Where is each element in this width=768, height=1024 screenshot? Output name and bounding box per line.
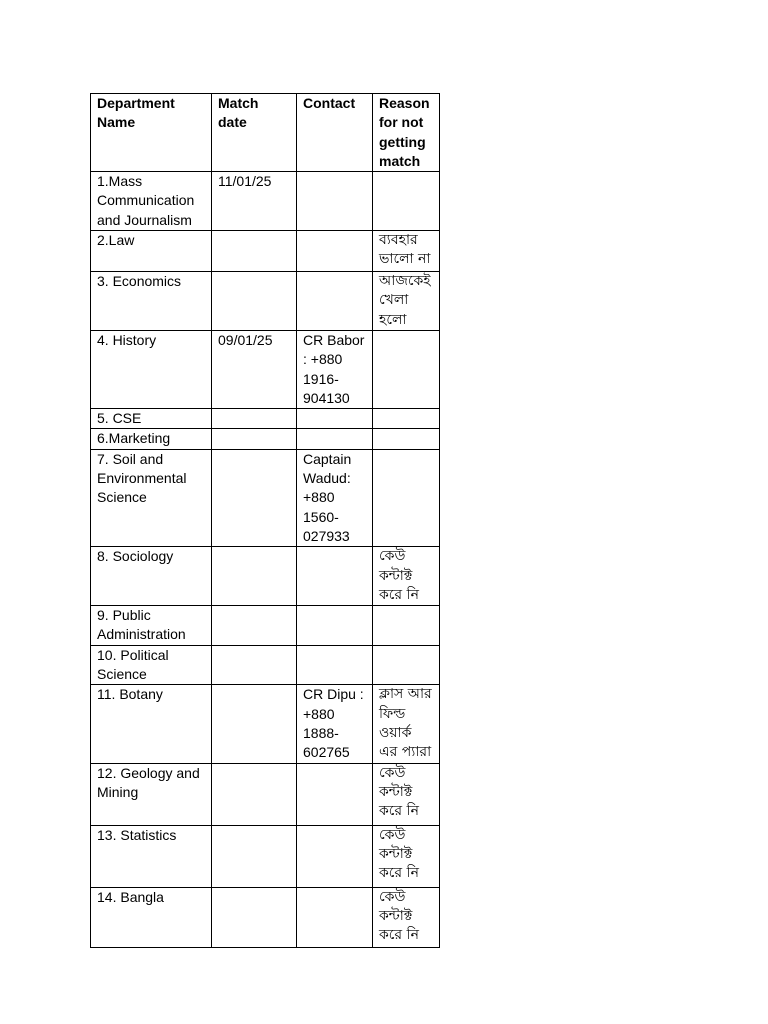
contact-cell	[297, 887, 373, 947]
reason-cell: কেউ কন্টাক্ট করে নি	[373, 887, 440, 947]
reason-cell: কেউ কন্টাক্ট করে নি	[373, 547, 440, 606]
contact-cell	[297, 645, 373, 685]
match-date-cell	[212, 825, 297, 887]
match-date-cell	[212, 231, 297, 272]
table-row	[91, 825, 440, 887]
match-date-cell	[212, 763, 297, 825]
table-row	[91, 606, 440, 646]
table-row	[91, 409, 440, 429]
contact-cell	[297, 172, 373, 231]
table-row	[91, 429, 440, 449]
department-cell: 2.Law	[91, 231, 212, 272]
reason-cell	[373, 330, 440, 408]
header-reason: Reason for not getting match	[373, 94, 440, 172]
reason-cell	[373, 645, 440, 685]
department-cell: 6.Marketing	[91, 429, 212, 449]
contact-cell: CR Babor : +880 1916-904130	[297, 330, 373, 408]
header-contact: Contact	[297, 94, 373, 172]
contact-cell	[297, 547, 373, 606]
match-date-cell: 09/01/25	[212, 330, 297, 408]
header-department-name: Department Name	[91, 94, 212, 172]
department-match-table	[90, 93, 440, 948]
contact-cell	[297, 429, 373, 449]
match-date-cell	[212, 272, 297, 331]
match-date-cell: 11/01/25	[212, 172, 297, 231]
contact-cell	[297, 763, 373, 825]
reason-cell: আজকেই খেলা হলো	[373, 272, 440, 331]
reason-cell: ক্লাস আর ফিল্ড ওয়ার্ক এর প্যারা	[373, 685, 440, 763]
reason-cell	[373, 172, 440, 231]
contact-cell: CR Dipu : +880 1888-602765	[297, 685, 373, 763]
contact-cell	[297, 409, 373, 429]
match-date-cell	[212, 409, 297, 429]
reason-cell: কেউ কন্টাক্ট করে নি	[373, 763, 440, 825]
department-cell: 14. Bangla	[91, 887, 212, 947]
department-cell: 10. Political Science	[91, 645, 212, 685]
match-date-cell	[212, 887, 297, 947]
contact-cell	[297, 606, 373, 646]
header-match-date: Match date	[212, 94, 297, 172]
match-date-cell	[212, 685, 297, 763]
table-row	[91, 272, 440, 331]
department-cell: 8. Sociology	[91, 547, 212, 606]
reason-cell	[373, 409, 440, 429]
table-row	[91, 887, 440, 947]
department-cell: 13. Statistics	[91, 825, 212, 887]
reason-cell: কেউ কন্টাক্ট করে নি	[373, 825, 440, 887]
department-cell: 9. Public Administration	[91, 606, 212, 646]
contact-cell	[297, 272, 373, 331]
reason-cell	[373, 449, 440, 546]
match-date-cell	[212, 547, 297, 606]
department-cell: 3. Economics	[91, 272, 212, 331]
table-row	[91, 685, 440, 763]
table-row	[91, 172, 440, 231]
reason-cell	[373, 606, 440, 646]
table-row	[91, 645, 440, 685]
table-row	[91, 330, 440, 408]
department-cell: 5. CSE	[91, 409, 212, 429]
match-date-cell	[212, 606, 297, 646]
department-cell: 11. Botany	[91, 685, 212, 763]
table-row	[91, 449, 440, 546]
contact-cell	[297, 231, 373, 272]
table-row	[91, 547, 440, 606]
match-date-cell	[212, 645, 297, 685]
table-row	[91, 231, 440, 272]
contact-cell: Captain Wadud: +880 1560-027933	[297, 449, 373, 546]
department-cell: 4. History	[91, 330, 212, 408]
department-cell: 7. Soil and Environmental Science	[91, 449, 212, 546]
reason-cell	[373, 429, 440, 449]
department-cell: 12. Geology and Mining	[91, 763, 212, 825]
table-row	[91, 763, 440, 825]
match-date-cell	[212, 449, 297, 546]
table-header-row	[91, 94, 440, 172]
reason-cell: ব্যবহার ভালো না	[373, 231, 440, 272]
match-date-cell	[212, 429, 297, 449]
department-cell: 1.Mass Communication and Journalism	[91, 172, 212, 231]
contact-cell	[297, 825, 373, 887]
